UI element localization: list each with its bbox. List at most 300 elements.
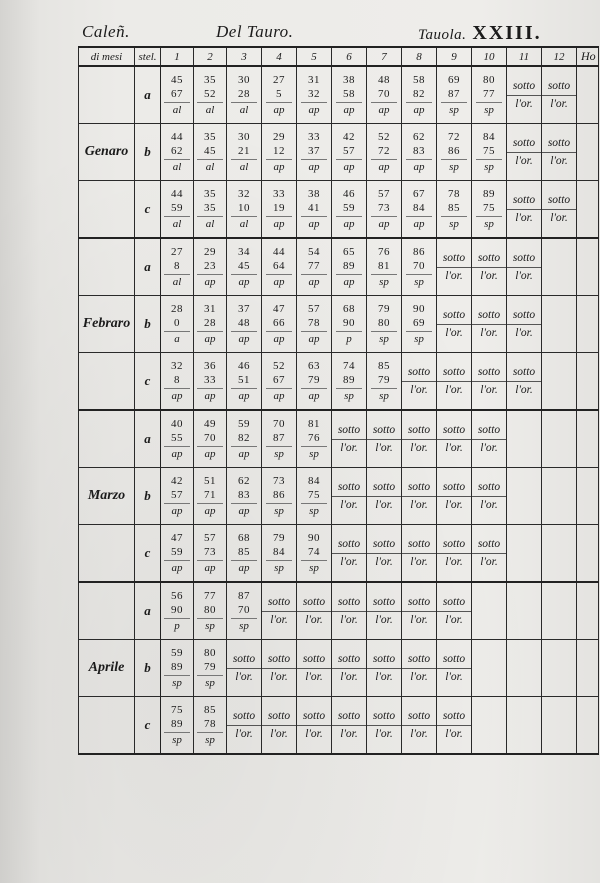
altitude-value: 44 (171, 188, 183, 200)
azimuth-value: 84 (273, 546, 285, 558)
azimuth-value: 35 (204, 202, 216, 214)
sotto-label: sotto (232, 709, 256, 722)
header-hour-11: 11 (507, 47, 542, 66)
table-row (79, 525, 599, 583)
direction-code: ap (336, 159, 362, 174)
position-cell (227, 582, 262, 640)
table-body (79, 66, 599, 754)
azimuth-value: 89 (171, 661, 183, 673)
position-cell (227, 238, 262, 296)
azimuth-value: 32 (308, 88, 320, 100)
altitude-value: 35 (204, 131, 216, 143)
orizzonte-label: l'or. (367, 553, 401, 571)
sotto-label: sotto (302, 652, 326, 665)
azimuth-value: 87 (273, 432, 285, 444)
month-cell-empty (79, 238, 135, 296)
sotto-label: sotto (512, 251, 536, 264)
sotto-label: sotto (512, 365, 536, 378)
sotto-label: sotto (407, 595, 431, 608)
azimuth-value: 8 (174, 374, 180, 386)
position-cell (367, 296, 402, 353)
altitude-value: 77 (204, 590, 216, 602)
position-cell (332, 181, 367, 239)
below-horizon-cell (367, 525, 402, 583)
direction-code: ap (336, 216, 362, 231)
empty-cell (542, 353, 577, 411)
altitude-value: 69 (448, 74, 460, 86)
below-horizon-cell (472, 525, 507, 583)
azimuth-value: 89 (343, 260, 355, 272)
empty-cell (542, 468, 577, 525)
sotto-label: sotto (442, 365, 466, 378)
orizzonte-label: l'or. (437, 324, 471, 342)
azimuth-value: 85 (238, 546, 250, 558)
position-cell (161, 410, 194, 468)
position-cell (161, 468, 194, 525)
azimuth-value: 77 (483, 88, 495, 100)
position-cell (161, 353, 194, 411)
altitude-value: 29 (204, 246, 216, 258)
below-horizon-cell (507, 181, 542, 239)
altitude-value: 85 (378, 360, 390, 372)
orizzonte-label: l'or. (472, 496, 506, 514)
azimuth-value: 81 (378, 260, 390, 272)
altitude-value: 32 (171, 360, 183, 372)
below-horizon-cell (402, 582, 437, 640)
altitude-value: 76 (378, 246, 390, 258)
below-horizon-cell (402, 640, 437, 697)
below-horizon-cell (472, 353, 507, 411)
azimuth-value: 76 (308, 432, 320, 444)
star-letter: c (135, 697, 161, 755)
altitude-value: 33 (273, 188, 285, 200)
direction-code: sp (336, 388, 362, 403)
altitude-value: 35 (204, 188, 216, 200)
sotto-label: sotto (512, 308, 536, 321)
azimuth-value: 66 (273, 317, 285, 329)
altitude-value: 87 (238, 590, 250, 602)
azimuth-value: 59 (171, 546, 183, 558)
header-hour-12: 12 (542, 47, 577, 66)
direction-code: ap (266, 331, 292, 346)
azimuth-value: 37 (308, 145, 320, 157)
sotto-label: sotto (442, 423, 466, 436)
direction-code: al (197, 216, 223, 231)
position-cell (227, 181, 262, 239)
azimuth-value: 78 (204, 718, 216, 730)
direction-code: al (164, 102, 190, 117)
altitude-value: 73 (273, 475, 285, 487)
orizzonte-label: l'or. (542, 95, 576, 113)
azimuth-value: 89 (343, 374, 355, 386)
sotto-label: sotto (337, 537, 361, 550)
table-row (79, 697, 599, 755)
direction-code: al (197, 102, 223, 117)
position-cell (194, 181, 227, 239)
direction-code: sp (301, 503, 327, 518)
below-horizon-cell (437, 296, 472, 353)
empty-cell (542, 296, 577, 353)
altitude-value: 59 (238, 418, 250, 430)
orizzonte-label: l'or. (472, 267, 506, 285)
direction-code: ap (197, 274, 223, 289)
direction-code: ap (266, 388, 292, 403)
position-cell (262, 238, 297, 296)
orizzonte-label: l'or. (402, 725, 436, 743)
orizzonte-label: l'or. (542, 152, 576, 170)
margin-cell (577, 697, 599, 755)
azimuth-value: 59 (171, 202, 183, 214)
direction-code: al (231, 216, 257, 231)
direction-code: sp (266, 560, 292, 575)
orizzonte-label: l'or. (297, 668, 331, 686)
altitude-value: 34 (238, 246, 250, 258)
azimuth-value: 86 (448, 145, 460, 157)
running-head (0, 22, 600, 44)
sotto-label: sotto (302, 709, 326, 722)
direction-code: sp (371, 331, 397, 346)
altitude-value: 57 (378, 188, 390, 200)
direction-code: ap (301, 388, 327, 403)
below-horizon-cell (437, 238, 472, 296)
azimuth-value: 45 (204, 145, 216, 157)
sotto-label: sotto (442, 308, 466, 321)
azimuth-value: 79 (308, 374, 320, 386)
position-cell (297, 296, 332, 353)
sotto-label: sotto (407, 537, 431, 550)
orizzonte-label: l'or. (227, 668, 261, 686)
orizzonte-label: l'or. (472, 324, 506, 342)
altitude-value: 72 (448, 131, 460, 143)
month-name: Genaro (79, 124, 135, 181)
table-row (79, 181, 599, 239)
position-cell (161, 525, 194, 583)
orizzonte-label: l'or. (262, 725, 296, 743)
azimuth-value: 79 (378, 374, 390, 386)
orizzonte-label: l'or. (367, 496, 401, 514)
position-cell (194, 238, 227, 296)
altitude-value: 46 (343, 188, 355, 200)
altitude-value: 27 (171, 246, 183, 258)
below-horizon-cell (262, 582, 297, 640)
margin-cell (577, 238, 599, 296)
sotto-label: sotto (407, 365, 431, 378)
below-horizon-cell (437, 697, 472, 755)
position-cell (194, 697, 227, 755)
azimuth-value: 75 (483, 145, 495, 157)
altitude-value: 38 (308, 188, 320, 200)
azimuth-value: 75 (308, 489, 320, 501)
margin-cell (577, 66, 599, 124)
position-cell (367, 66, 402, 124)
orizzonte-label: l'or. (332, 496, 366, 514)
azimuth-value: 59 (343, 202, 355, 214)
altitude-value: 58 (413, 74, 425, 86)
orizzonte-label: l'or. (507, 324, 541, 342)
altitude-value: 80 (483, 74, 495, 86)
direction-code: ap (406, 216, 432, 231)
azimuth-value: 52 (204, 88, 216, 100)
orizzonte-label: l'or. (437, 553, 471, 571)
position-cell (194, 410, 227, 468)
azimuth-value: 83 (238, 489, 250, 501)
azimuth-value: 8 (174, 260, 180, 272)
direction-code: ap (266, 274, 292, 289)
direction-code: ap (197, 560, 223, 575)
azimuth-value: 84 (413, 202, 425, 214)
sotto-label: sotto (547, 79, 571, 92)
position-cell (297, 525, 332, 583)
position-cell (161, 640, 194, 697)
below-horizon-cell (402, 410, 437, 468)
star-letter: b (135, 124, 161, 181)
altitude-value: 30 (238, 131, 250, 143)
orizzonte-label: l'or. (437, 725, 471, 743)
empty-cell (507, 468, 542, 525)
below-horizon-cell (367, 410, 402, 468)
below-horizon-cell (332, 410, 367, 468)
altitude-value: 31 (204, 303, 216, 315)
sotto-label: sotto (512, 79, 536, 92)
below-horizon-cell (332, 640, 367, 697)
azimuth-value: 69 (413, 317, 425, 329)
azimuth-value: 72 (378, 145, 390, 157)
azimuth-value: 86 (273, 489, 285, 501)
below-horizon-cell (402, 353, 437, 411)
orizzonte-label: l'or. (437, 267, 471, 285)
direction-code: sp (476, 159, 502, 174)
altitude-value: 44 (171, 131, 183, 143)
position-cell (227, 353, 262, 411)
orizzonte-label: l'or. (437, 611, 471, 629)
position-cell (367, 181, 402, 239)
below-horizon-cell (402, 525, 437, 583)
position-cell (262, 66, 297, 124)
running-head-title: Del Tauro. (216, 22, 294, 41)
position-cell (367, 238, 402, 296)
table-row (79, 410, 599, 468)
star-letter: a (135, 66, 161, 124)
azimuth-value: 41 (308, 202, 320, 214)
below-horizon-cell (297, 697, 332, 755)
position-cell (194, 296, 227, 353)
empty-cell (507, 525, 542, 583)
direction-code: ap (231, 388, 257, 403)
altitude-value: 51 (204, 475, 216, 487)
below-horizon-cell (437, 410, 472, 468)
sotto-label: sotto (477, 251, 501, 264)
azimuth-value: 71 (204, 489, 216, 501)
running-head-left: Caleñ. (82, 22, 130, 41)
below-horizon-cell (437, 525, 472, 583)
sotto-label: sotto (372, 423, 396, 436)
altitude-value: 49 (204, 418, 216, 430)
azimuth-value: 89 (171, 718, 183, 730)
altitude-value: 36 (204, 360, 216, 372)
table-row (79, 124, 599, 181)
direction-code: sp (476, 102, 502, 117)
empty-cell (542, 525, 577, 583)
sotto-label: sotto (267, 652, 291, 665)
table-row (79, 468, 599, 525)
orizzonte-label: l'or. (472, 553, 506, 571)
position-cell (472, 124, 507, 181)
sotto-label: sotto (267, 595, 291, 608)
empty-cell (507, 640, 542, 697)
direction-code: a (164, 331, 190, 346)
month-cell-empty (79, 353, 135, 411)
altitude-value: 29 (273, 131, 285, 143)
direction-code: ap (197, 446, 223, 461)
position-cell (227, 410, 262, 468)
position-cell (194, 124, 227, 181)
azimuth-value: 90 (343, 317, 355, 329)
direction-code: sp (301, 446, 327, 461)
star-letter: c (135, 181, 161, 239)
month-name: Aprile (79, 640, 135, 697)
azimuth-value: 45 (238, 260, 250, 272)
sotto-label: sotto (477, 365, 501, 378)
sotto-label: sotto (547, 193, 571, 206)
sotto-label: sotto (442, 652, 466, 665)
azimuth-value: 10 (238, 202, 250, 214)
altitude-value: 42 (343, 131, 355, 143)
header-hour-4: 4 (262, 47, 297, 66)
direction-code: sp (164, 675, 190, 690)
sotto-label: sotto (477, 423, 501, 436)
sotto-label: sotto (232, 652, 256, 665)
azimuth-value: 73 (204, 546, 216, 558)
direction-code: ap (371, 159, 397, 174)
direction-code: sp (441, 216, 467, 231)
star-letter: b (135, 468, 161, 525)
altitude-value: 56 (171, 590, 183, 602)
position-cell (227, 296, 262, 353)
altitude-value: 62 (413, 131, 425, 143)
azimuth-value: 67 (273, 374, 285, 386)
azimuth-value: 21 (238, 145, 250, 157)
tavola-number (418, 22, 542, 45)
altitude-value: 35 (204, 74, 216, 86)
azimuth-value: 19 (273, 202, 285, 214)
empty-cell (507, 697, 542, 755)
empty-cell (472, 640, 507, 697)
below-horizon-cell (472, 238, 507, 296)
direction-code: ap (164, 446, 190, 461)
orizzonte-label: l'or. (367, 725, 401, 743)
month-cell-empty (79, 66, 135, 124)
star-letter: b (135, 296, 161, 353)
header-hour-10: 10 (472, 47, 507, 66)
below-horizon-cell (332, 697, 367, 755)
direction-code: ap (301, 159, 327, 174)
position-cell (402, 66, 437, 124)
altitude-value: 86 (413, 246, 425, 258)
altitude-value: 59 (171, 647, 183, 659)
azimuth-value: 70 (238, 604, 250, 616)
altitude-value: 79 (273, 532, 285, 544)
star-letter: c (135, 525, 161, 583)
direction-code: sp (266, 503, 292, 518)
position-cell (332, 124, 367, 181)
position-cell (227, 525, 262, 583)
sotto-label: sotto (302, 595, 326, 608)
altitude-value: 38 (343, 74, 355, 86)
below-horizon-cell (262, 697, 297, 755)
direction-code: sp (371, 274, 397, 289)
month-name: Febraro (79, 296, 135, 353)
table-row (79, 640, 599, 697)
azimuth-value: 67 (171, 88, 183, 100)
azimuth-value: 28 (204, 317, 216, 329)
empty-cell (542, 238, 577, 296)
empty-cell (472, 697, 507, 755)
azimuth-value: 90 (171, 604, 183, 616)
altitude-value: 67 (413, 188, 425, 200)
below-horizon-cell (542, 124, 577, 181)
orizzonte-label: l'or. (402, 668, 436, 686)
direction-code: sp (231, 618, 257, 633)
orizzonte-label: l'or. (542, 209, 576, 227)
altitude-value: 81 (308, 418, 320, 430)
direction-code: sp (406, 274, 432, 289)
orizzonte-label: l'or. (367, 611, 401, 629)
direction-code: al (197, 159, 223, 174)
azimuth-value: 70 (204, 432, 216, 444)
orizzonte-label: l'or. (402, 439, 436, 457)
direction-code: ap (231, 503, 257, 518)
direction-code: ap (371, 102, 397, 117)
azimuth-value: 82 (238, 432, 250, 444)
direction-code: sp (197, 618, 223, 633)
azimuth-value: 85 (448, 202, 460, 214)
azimuth-value: 48 (238, 317, 250, 329)
star-letter: c (135, 353, 161, 411)
header-hour-5: 5 (297, 47, 332, 66)
direction-code: sp (197, 732, 223, 747)
sotto-label: sotto (442, 537, 466, 550)
direction-code: al (231, 102, 257, 117)
margin-cell (577, 582, 599, 640)
direction-code: ap (371, 216, 397, 231)
orizzonte-label: l'or. (367, 439, 401, 457)
orizzonte-label: l'or. (507, 152, 541, 170)
star-letter: a (135, 582, 161, 640)
azimuth-value: 74 (308, 546, 320, 558)
altitude-value: 33 (308, 131, 320, 143)
header-hour-3: 3 (227, 47, 262, 66)
altitude-value: 28 (171, 303, 183, 315)
orizzonte-label: l'or. (332, 725, 366, 743)
sotto-label: sotto (407, 423, 431, 436)
direction-code: ap (266, 102, 292, 117)
header-hour-7: 7 (367, 47, 402, 66)
sotto-label: sotto (442, 480, 466, 493)
direction-code: sp (301, 560, 327, 575)
direction-code: ap (164, 560, 190, 575)
position-cell (402, 238, 437, 296)
empty-cell (542, 410, 577, 468)
direction-code: ap (266, 216, 292, 231)
position-cell (194, 640, 227, 697)
month-cell-empty (79, 181, 135, 239)
below-horizon-cell (437, 468, 472, 525)
below-horizon-cell (542, 181, 577, 239)
sotto-label: sotto (442, 709, 466, 722)
orizzonte-label: l'or. (332, 611, 366, 629)
altitude-value: 42 (171, 475, 183, 487)
position-cell (297, 410, 332, 468)
